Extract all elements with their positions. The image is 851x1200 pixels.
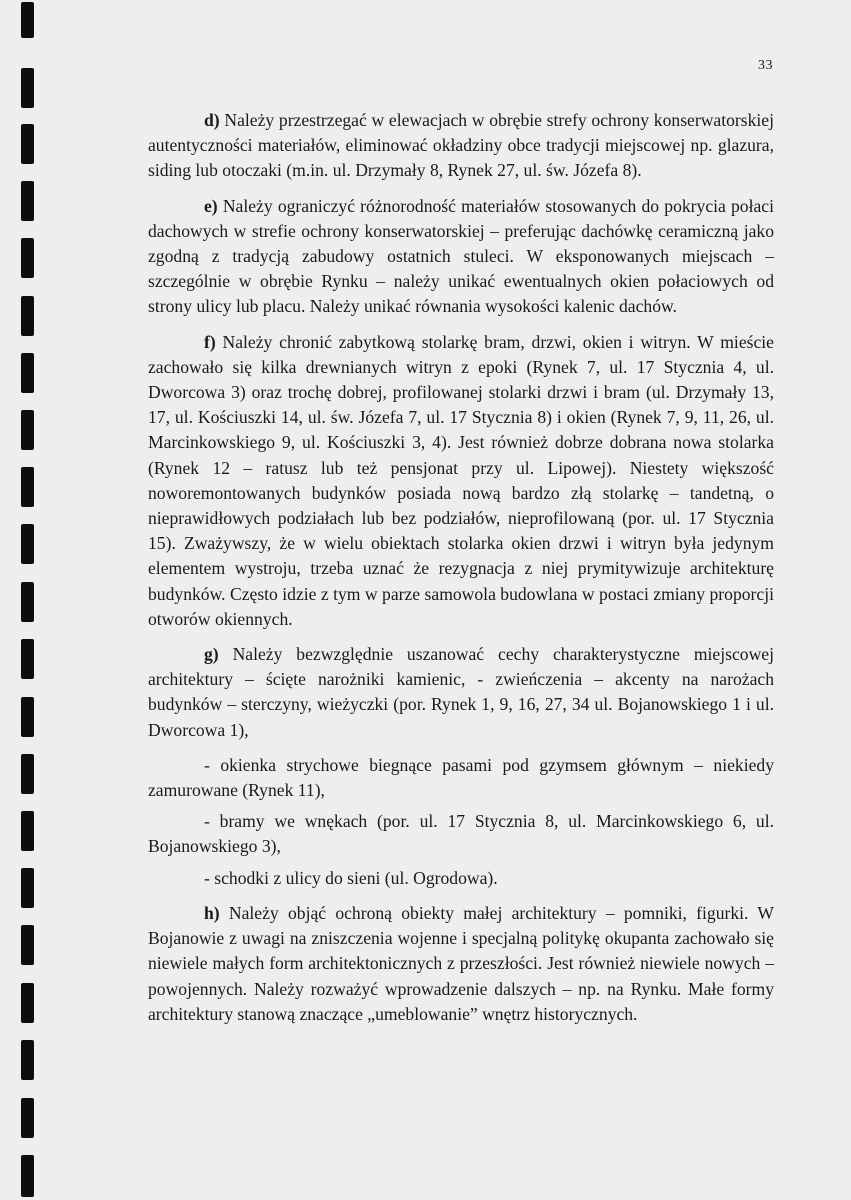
binding-hole <box>21 296 34 336</box>
binding-hole <box>21 983 34 1023</box>
binding-hole <box>21 1098 34 1138</box>
binding-hole <box>21 925 34 965</box>
paragraph-text: Należy objąć ochroną obiekty małej architektury – pomniki, figurki. W Bojanowie z uwagi na zniszczenia wojenne i specjalną politykę okupanta zachowało się niewiele małych form architektonicznych z przeszłości. Jest również niewiele nowych – powojennych. Należy rozważyć wprowadzenie dalszych – np. na Rynku. Małe formy architektury stanową znaczące „umeblowanie” wnętrz historycznych. <box>148 902 774 1024</box>
paragraph-d <box>148 108 774 184</box>
item-marker: h) <box>204 902 220 923</box>
paragraph-text: - schodki z ulicy do sieni (ul. Ogrodowa). <box>204 867 498 888</box>
item-marker: g) <box>204 644 219 665</box>
paragraph-e <box>148 194 774 320</box>
binding-hole <box>21 353 34 393</box>
binding-hole <box>21 124 34 164</box>
item-marker: d) <box>204 110 220 130</box>
paragraph-text: - bramy we wnękach (por. ul. 17 Stycznia 8, ul. Marcinkowskiego 6, ul. Bojanowskiego 3), <box>148 811 774 857</box>
page-number: 33 <box>758 58 773 73</box>
binding-hole <box>21 868 34 908</box>
binding-hole <box>21 582 34 622</box>
paragraph-g-steps <box>148 866 774 891</box>
paragraph-g-gates <box>148 809 774 859</box>
binding-hole <box>21 238 34 278</box>
binding-hole <box>21 1040 34 1080</box>
binding-hole <box>21 754 34 794</box>
binding-hole <box>21 811 34 851</box>
paragraph-f <box>148 330 774 632</box>
binding-hole <box>21 639 34 679</box>
binding-hole <box>21 68 34 108</box>
document-body <box>148 108 774 1037</box>
paragraph-text: Należy chronić zabytkową stolarkę bram, drzwi, okien i witryn. W mieście zachowało się kilka drewnianych witryn z epoki (Rynek 7, ul. 17 Stycznia 4, ul. Dworcowa 3) oraz trochę dobrej, profilowanej stolarki drzwi i bram (ul. Drzymały 13, 17, ul. Kościuszki 14, ul. św. Józefa 7, ul. 17 Stycznia 8) i okien (Rynek 7, 9, 11, 26, ul. Marcinkowskiego 9, ul. Kościuszki 3, 4). Jest również dobrze dobrana nowa stolarka (Rynek 12 – ratusz lub też pensjonat przy ul. Lipowej). Niestety większość noworemontowanych budynków posiada nową bardzo złą stolarkę – tandetną, o nieprawidłowych podziałach lub bez podziałów, nieprofilowaną (por. ul. 17 Stycznia 15). Zważywszy, że w wielu obiektach stolarka okien drzwi i witryn była jedynym elementem wystroju, trzeba uznać że rezygnacja z niej prymitywizuje architekturę budynków. Często idzie z tym w parze samowola budowlana w postaci zmiany proporcji otworów okiennych. <box>148 331 774 629</box>
paragraph-text: Należy ograniczyć różnorodność materiałów stosowanych do pokrycia połaci dachowych w strefie ochrony konserwatorskiej – preferując dachówkę ceramiczną jako zgodną z tradycją zabudowy ostatnich stuleci. W eksponowanych miejscach – szczególnie w obrębie Rynku – należy unikać ewentualnych okien połaciowych od strony ulicy lub placu. Należy unikać równania wysokości kalenic dachów. <box>148 195 774 317</box>
paragraph-text: Należy bezwzględnie uszanować cechy charakterystyczne miejscowej architektury – ścięte narożniki kamienic, - zwieńczenia – akcenty na narożach budynków – sterczyny, wieżyczki (por. Rynek 1, 9, 16, 27, 34 ul. Bojanowskiego 1 i ul. Dworcowa 1), <box>148 644 774 740</box>
binding-hole <box>21 410 34 450</box>
binding-hole <box>21 181 34 221</box>
binding-hole <box>21 697 34 737</box>
paragraph-g <box>148 642 774 743</box>
binding-holes <box>0 0 60 1200</box>
binding-hole <box>21 1155 34 1197</box>
paragraph-h <box>148 901 774 1027</box>
item-marker: e) <box>204 195 218 216</box>
paragraph-g-dormer-windows <box>148 753 774 803</box>
binding-hole <box>21 467 34 507</box>
item-marker: f) <box>204 331 216 352</box>
paragraph-text: Należy przestrzegać w elewacjach w obrębie strefy ochrony konserwatorskiej autentyczności materiałów, eliminować okładziny obce tradycji miejscowej np. glazura, siding lub otoczaki (m.in. ul. Drzymały 8, Rynek 27, ul. św. Józefa 8). <box>148 110 774 181</box>
binding-hole <box>21 2 34 38</box>
binding-hole <box>21 524 34 564</box>
paragraph-text: - okienka strychowe biegnące pasami pod gzymsem głównym – niekiedy zamurowane (Rynek 11), <box>148 754 774 801</box>
